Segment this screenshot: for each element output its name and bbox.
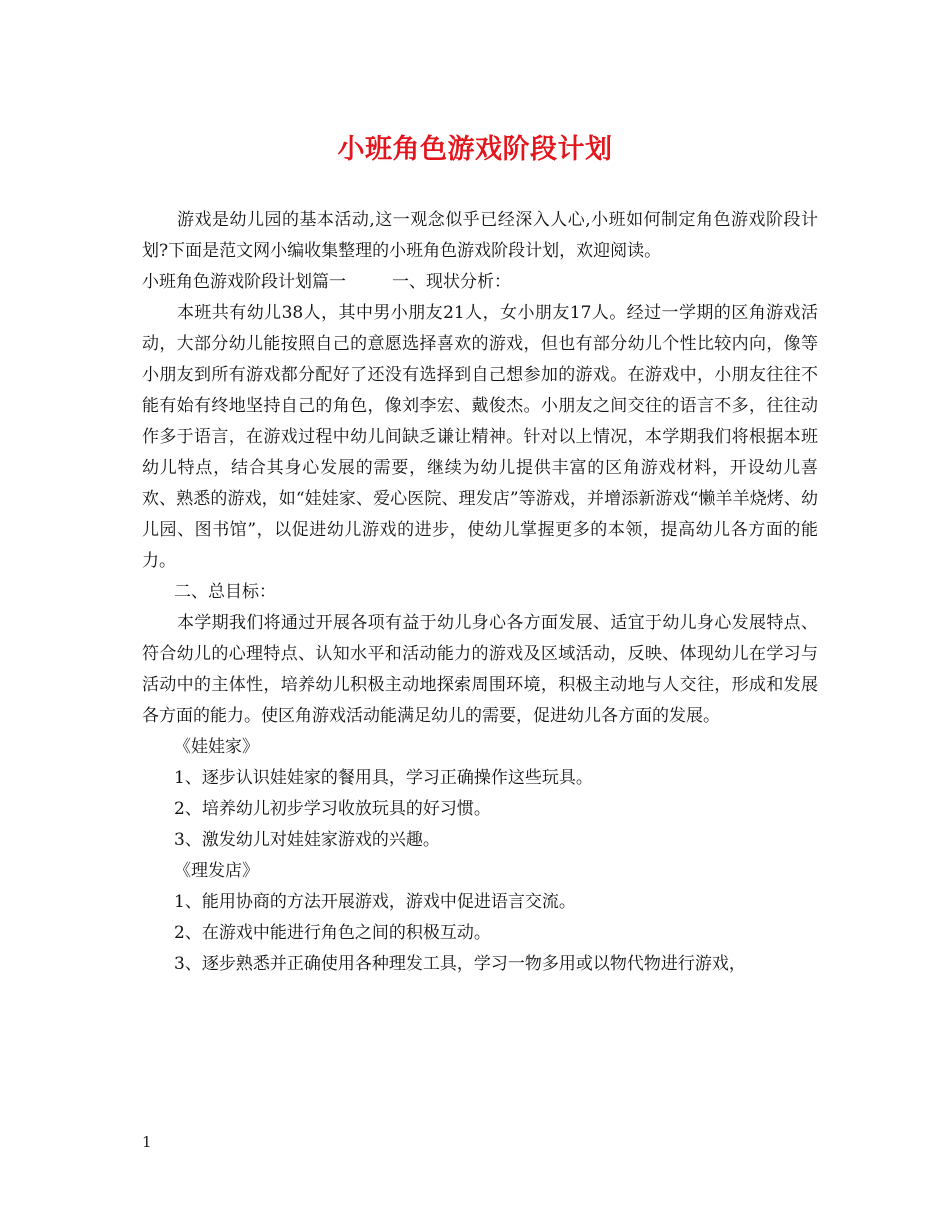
list-item: 2、在游戏中能进行角色之间的积极互动。: [174, 923, 491, 943]
goal-paragraph: 本学期我们将通过开展各项有益于幼儿身心各方面发展、适宜于幼儿身心发展特点、符合幼儿的心理特点、认知水平和活动能力的游戏及区域活动，反映、体现幼儿在学习与活动中的主体性，培养幼儿积极主动地探索周围环境，积极主动地与人交往，形成和发展各方面的能力。使区角游戏活动能满足幼儿的需要，促进幼儿各方面的发展。: [142, 613, 818, 726]
list-item: 2、培养幼儿初步学习收放玩具的好习惯。: [174, 799, 491, 819]
list-item: 1、能用协商的方法开展游戏，游戏中促进语言交流。: [174, 892, 576, 912]
intro-paragraph: 游戏是幼儿园的基本活动,这一观念似乎已经深入人心,小班如何制定角色游戏阶段计划?下面是范文网小编收集整理的小班角色游戏阶段计划，欢迎阅读。: [142, 210, 818, 261]
page-number: 1: [142, 1133, 152, 1151]
status-paragraph: 本班共有幼儿38人，其中男小朋友21人，女小朋友17人。经过一学期的区角游戏活动，大部分幼儿能按照自己的意愿选择喜欢的游戏，但也有部分幼儿个性比较内向，像等小朋友到所有游戏都分配好了还没有选择到自己想参加的游戏。在游戏中，小朋友往往不能有始有终地坚持自己的角色，像刘李宏、戴俊杰。小朋友之间交往的语言不多，往往动作多于语言，在游戏过程中幼儿间缺乏谦让精神。针对以上情况，本学期我们将根据本班幼儿特点，结合其身心发展的需要，继续为幼儿提供丰富的区角游戏材料，开设幼儿喜欢、熟悉的游戏，如“娃娃家、爱心医院、理发店”等游戏，并增添新游戏“懒羊羊烧烤、幼儿园、图书馆”，以促进幼儿游戏的进步，使幼儿掌握更多的本领，提高幼儿各方面的能力。: [142, 303, 818, 571]
game-title-lifadian: 《理发店》: [174, 861, 259, 881]
document-body: [142, 205, 818, 980]
goal-heading: 二、总目标：: [174, 582, 276, 602]
section-heading: 一、现状分析：: [392, 272, 511, 292]
section-label: 小班角色游戏阶段计划篇一: [142, 272, 346, 292]
document-title: 小班角色游戏阶段计划: [337, 134, 613, 165]
section-line: [142, 267, 818, 298]
list-item: 1、逐步认识娃娃家的餐用具，学习正确操作这些玩具。: [174, 768, 593, 788]
list-item: 3、激发幼儿对娃娃家游戏的兴趣。: [174, 830, 440, 850]
list-item: 3、逐步熟悉并正确使用各种理发工具，学习一物多用或以物代物进行游戏，: [174, 954, 746, 974]
game-title-wawajia: 《娃娃家》: [174, 737, 259, 757]
